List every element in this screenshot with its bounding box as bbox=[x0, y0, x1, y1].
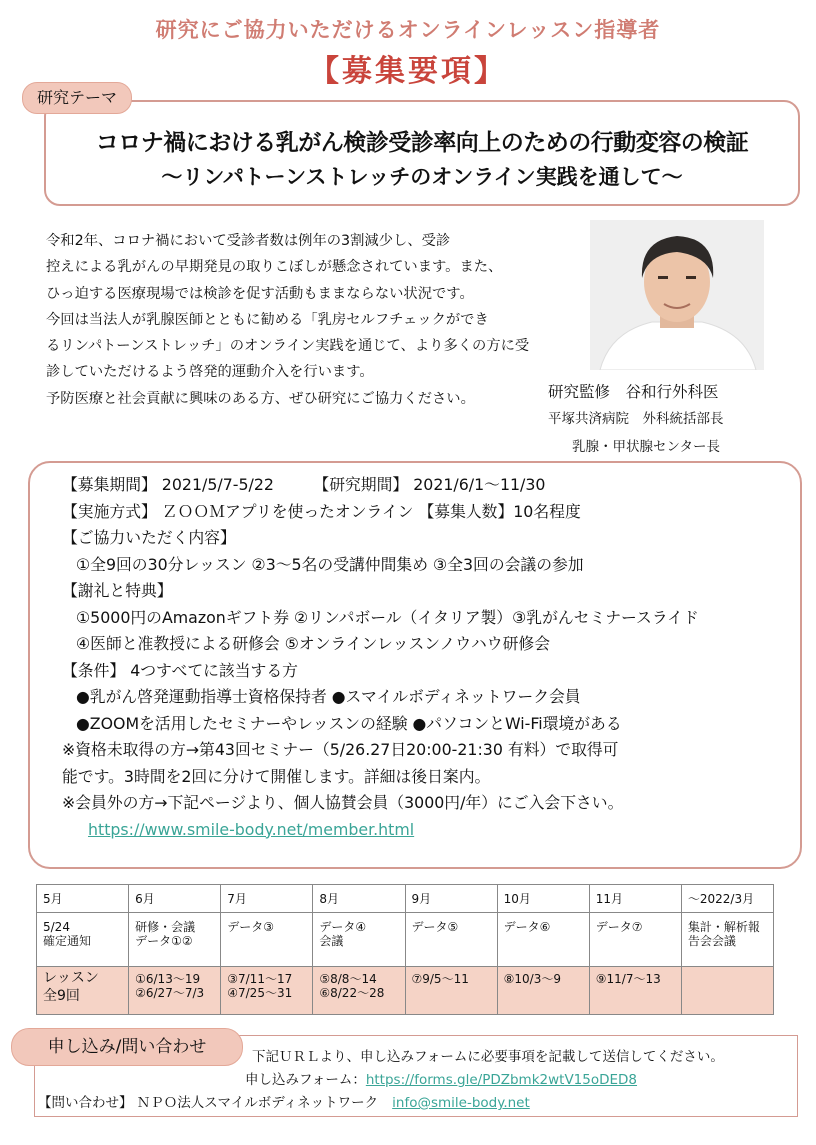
contact-email-link[interactable]: info@smile-body.net bbox=[392, 1095, 530, 1111]
condition-line: 【謝礼と特典】 bbox=[62, 581, 173, 600]
table-cell: レッスン 全9回 bbox=[37, 967, 129, 1015]
condition-line: ※資格未取得の方→第43回セミナー（5/26.27日20:00-21:30 有料）で取得可 bbox=[62, 740, 619, 759]
intro-line: 今回は当法人が乳腺医師とともに勧める「乳房セルフチェックができ bbox=[46, 311, 489, 328]
page-subtitle: 研究にご協力いただけるオンラインレッスン指導者 bbox=[155, 18, 661, 42]
table-cell: 研修・会議 データ①② bbox=[129, 913, 221, 967]
condition-line: ●乳がん啓発運動指導士資格保持者 ●スマイルボディネットワーク会員 bbox=[76, 687, 581, 706]
supervisor-name: 研究監修 谷和行外科医 bbox=[548, 383, 719, 401]
portrait-image bbox=[590, 220, 764, 370]
table-cell: データ③ bbox=[221, 913, 313, 967]
theme-tag: 研究テーマ bbox=[22, 82, 132, 114]
theme-subtitle: ～リンパトーンストレッチのオンライン実践を通して～ bbox=[161, 165, 683, 189]
month-cell: ～2022/3月 bbox=[681, 885, 773, 913]
table-cell: ⑦9/5～11 bbox=[405, 967, 497, 1015]
intro-line: ひっ迫する医療現場では検診を促す活動もままならない状況です。 bbox=[46, 285, 474, 302]
footer-contact-row bbox=[38, 1091, 530, 1111]
month-cell: 9月 bbox=[405, 885, 497, 913]
table-cell: 集計・解析報 告会会議 bbox=[681, 913, 773, 967]
intro-line: 令和2年、コロナ禍において受診者数は例年の3割減少し、受診 bbox=[46, 233, 451, 249]
page-title: 【募集要項】 bbox=[309, 54, 507, 89]
condition-line: ④医師と准教授による研修会 ⑤オンラインレッスンノウハウ研修会 bbox=[76, 634, 550, 653]
month-cell: 8月 bbox=[313, 885, 405, 913]
condition-line: 【条件】 4つすべてに該当する方 bbox=[62, 660, 298, 680]
condition-line: 【ご協力いただく内容】 bbox=[62, 528, 236, 547]
month-cell: 10月 bbox=[497, 885, 589, 913]
condition-line: 【実施方式】 ＺＯＯＭアプリを使ったオンライン 【募集人数】10名程度 bbox=[62, 501, 581, 521]
month-cell: 11月 bbox=[589, 885, 681, 913]
condition-line: ●ZOOMを活用したセミナーやレッスンの経験 ●パソコンとWi-Fi環境がある bbox=[76, 713, 622, 733]
table-row bbox=[37, 885, 774, 913]
table-cell: ⑧10/3～9 bbox=[497, 967, 589, 1015]
member-link[interactable]: https://www.smile-body.net/member.html bbox=[88, 819, 415, 839]
table-row bbox=[37, 967, 774, 1015]
footer-instructions: 下記ＵＲＬより、申し込みフォームに必要事項を記載して送信してください。 bbox=[252, 1049, 724, 1065]
month-cell: 5月 bbox=[37, 885, 129, 913]
table-cell: ⑤8/8～14 ⑥8/22～28 bbox=[313, 967, 405, 1015]
table-cell: データ⑦ bbox=[589, 913, 681, 967]
intro-line: 診していただけるよう啓発的運動介入を行います。 bbox=[46, 364, 374, 381]
theme-title: コロナ禍における乳がん検診受診率向上のための行動変容の検証 bbox=[95, 130, 749, 156]
table-cell: 5/24 確定通知 bbox=[37, 913, 129, 967]
condition-line: 【募集期間】 2021/5/7-5/22 【研究期間】 2021/6/1～11/30 bbox=[62, 475, 546, 494]
supervisor-department: 乳腺・甲状腺センター長 bbox=[572, 439, 720, 455]
table-cell: データ⑤ bbox=[405, 913, 497, 967]
condition-line: 能です。3時間を2回に分けて開催します。詳細は後日案内。 bbox=[62, 766, 491, 786]
table-row bbox=[37, 913, 774, 967]
intro-line: 控えによる乳がんの早期発見の取りこぼしが懸念されています。また、 bbox=[46, 259, 503, 276]
table-cell bbox=[681, 967, 773, 1015]
month-cell: 7月 bbox=[221, 885, 313, 913]
form-label: 申し込みフォーム： bbox=[245, 1072, 366, 1088]
table-cell: データ④ 会議 bbox=[313, 913, 405, 967]
supervisor-position: 平塚共済病院 外科統括部長 bbox=[548, 411, 724, 427]
condition-line: ①5000円のAmazonギフト券 ②リンパボール（イタリア製）③乳がんセミナースライド bbox=[76, 607, 699, 627]
form-link[interactable]: https://forms.gle/PDZbmk2wtV15oDED8 bbox=[365, 1072, 638, 1088]
table-cell: ①6/13～19 ②6/27～7/3 bbox=[129, 967, 221, 1015]
schedule-table bbox=[36, 884, 774, 1015]
conditions-text bbox=[62, 472, 792, 843]
intro-line: 予防医療と社会貢献に興味のある方、ぜひ研究にご協力ください。 bbox=[46, 390, 475, 407]
month-cell: 6月 bbox=[129, 885, 221, 913]
supervisor-photo bbox=[590, 220, 764, 370]
condition-line: ※会員外の方→下記ページより、個人協賛会員（3000円/年）にご入会下さい。 bbox=[62, 793, 624, 812]
table-cell: データ⑥ bbox=[497, 913, 589, 967]
footer-tag: 申し込み/問い合わせ bbox=[11, 1028, 243, 1066]
intro-text bbox=[46, 228, 546, 412]
contact-label: 【問い合わせ】 ＮＰＯ法人スマイルボディネットワーク bbox=[38, 1095, 379, 1111]
condition-line: ①全9回の30分レッスン ②3～5名の受講仲間集め ③全3回の会議の参加 bbox=[76, 554, 584, 574]
table-cell: ③7/11～17 ④7/25～31 bbox=[221, 967, 313, 1015]
table-cell: ⑨11/7～13 bbox=[589, 967, 681, 1015]
footer-form-row bbox=[245, 1068, 637, 1088]
intro-line: るリンパトーンストレッチ」のオンライン実践を通じて、より多くの方に受 bbox=[46, 338, 530, 355]
